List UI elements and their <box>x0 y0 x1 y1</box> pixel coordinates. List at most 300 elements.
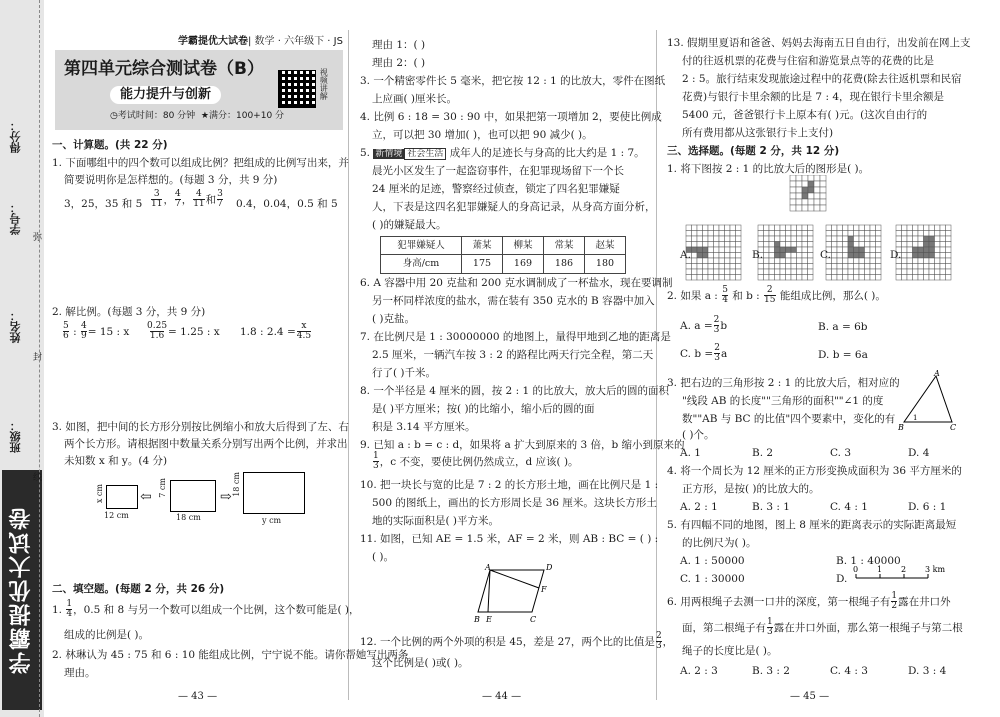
grid-cell <box>859 253 865 259</box>
grid-cell <box>719 247 725 253</box>
grid-cell <box>929 225 935 231</box>
grid-cell <box>907 258 913 264</box>
grid-cell <box>848 247 854 253</box>
grid-cell <box>832 275 838 281</box>
scale-bar <box>850 562 950 586</box>
grid-cell <box>940 231 946 237</box>
grid-cell <box>924 269 930 275</box>
frac: $\frac{4}{11}$ <box>193 189 205 210</box>
grid-cell <box>796 193 802 199</box>
grid-cell <box>697 225 703 231</box>
grid-cell <box>764 269 770 275</box>
grid-cell <box>802 247 808 253</box>
grid-cell <box>907 242 913 248</box>
grid-cell <box>703 264 709 270</box>
grid-cell <box>808 187 814 193</box>
c3-option-D: D. 4 <box>908 447 930 459</box>
label-D: D <box>546 563 553 572</box>
grid-cell <box>786 264 792 270</box>
grid-cell <box>719 264 725 270</box>
grid-cell <box>797 236 803 242</box>
table-cell: 常某 <box>544 237 585 255</box>
grid-cell <box>913 225 919 231</box>
grid-cell <box>692 231 698 237</box>
f12-line-a: 12. 一个比例的两个外项的积是 45，差是 27，两个比的比值是 $\frac{2}{3}$ ， <box>360 631 674 652</box>
grid-cell <box>796 181 802 187</box>
grid-cell <box>769 225 775 231</box>
grid-cell <box>848 264 854 270</box>
grid-cell <box>780 247 786 253</box>
frac: $\frac{2}{3}$ <box>714 343 720 364</box>
grid-cell <box>769 258 775 264</box>
grid-cell <box>736 269 742 275</box>
f2-line-b: 理由。 <box>64 667 96 679</box>
c6-line-a: 6. 用两根绳子去测一口井的深度，第一根绳子有 $\frac{1}{2}$ 露在井口外 <box>667 591 951 612</box>
grid-cell <box>797 247 803 253</box>
grid-cell <box>865 275 871 281</box>
grid-cell <box>870 231 876 237</box>
c5-option-A: A. 1 : 50000 <box>680 555 745 567</box>
grid-cell <box>859 258 865 264</box>
grid-cell <box>907 247 913 253</box>
frac: $\frac{x}{4.5}$ <box>296 321 312 342</box>
grid-cell <box>837 275 843 281</box>
c1-option-B: B. <box>752 249 764 261</box>
brand-vertical: 学霸提优大试卷 <box>2 470 42 710</box>
tri-label-1: 1 <box>913 414 918 422</box>
grid-cell <box>797 264 803 270</box>
grid-cell <box>918 236 924 242</box>
grid-cell <box>703 225 709 231</box>
grid-cell <box>870 242 876 248</box>
grid-cell <box>896 242 902 248</box>
grid-cell <box>832 269 838 275</box>
table-header-row <box>381 237 626 255</box>
grid-cell <box>918 231 924 237</box>
grid-cell <box>918 275 924 281</box>
grid-cell <box>848 253 854 259</box>
grid-cell <box>802 269 808 275</box>
grid-cell <box>790 193 796 199</box>
grid-cell <box>796 187 802 193</box>
grid-cell <box>929 264 935 270</box>
grid-cell <box>791 247 797 253</box>
grid-cell <box>802 205 808 211</box>
grid-cell <box>758 264 764 270</box>
grid-cell <box>843 264 849 270</box>
grid-cell <box>708 275 714 281</box>
grid-cell <box>902 258 908 264</box>
label-x: x cm <box>95 484 104 504</box>
grid-cell <box>802 236 808 242</box>
frac: $\frac{3}{7}$ <box>217 189 223 210</box>
table-cell: 175 <box>462 255 503 273</box>
grid-cell <box>848 242 854 248</box>
triangle-figure <box>898 368 958 430</box>
grid-cell <box>865 231 871 237</box>
grid-cell <box>802 181 808 187</box>
grid-cell <box>870 236 876 242</box>
grid-cell <box>826 231 832 237</box>
grid-cell <box>924 264 930 270</box>
f13-line-e: 5400 元，爸爸银行卡上原本有( )元。(这次自由行的 <box>682 109 928 121</box>
grid-cell <box>775 242 781 248</box>
frac: $\frac{3}{11}$ <box>151 189 163 210</box>
grid-cell <box>837 247 843 253</box>
grid-cell <box>692 225 698 231</box>
grid-cell <box>907 253 913 259</box>
grid-cell <box>797 269 803 275</box>
c3-line-b: "线段 AB 的长度""三角形的面积""∠1 的度 <box>682 395 884 407</box>
frac: $\frac{2}{3}$ <box>713 315 720 336</box>
grid-cell <box>826 275 832 281</box>
grid-cell <box>758 242 764 248</box>
grid-cell <box>796 199 802 205</box>
grid-cell <box>692 269 698 275</box>
grid-cell <box>924 242 930 248</box>
grid-cell <box>769 242 775 248</box>
grid-cell <box>946 269 952 275</box>
grid-cell <box>843 247 849 253</box>
f6-line-b: 另一杯同样浓度的盐水，需在装有 350 克水的 B 容器中加入 <box>372 295 655 307</box>
grid-cell <box>918 264 924 270</box>
option-B-grid <box>758 225 813 280</box>
grid-cell <box>697 269 703 275</box>
grid-cell <box>837 264 843 270</box>
grid-cell <box>692 258 698 264</box>
frac: $\frac{4}{7}$ <box>174 189 181 210</box>
f5-line-c: 24 厘米的足迹，警察经过侦查，锁定了四名犯罪嫌疑 <box>372 183 620 195</box>
grid-cell <box>697 275 703 281</box>
grid-cell <box>703 258 709 264</box>
c5-option-C: C. 1 : 30000 <box>680 573 745 585</box>
table-cell: 柳某 <box>503 237 544 255</box>
section-2-heading: 二、填空题。(每题 2 分，共 26 分) <box>52 583 225 595</box>
grid-cell <box>913 242 919 248</box>
grid-cell <box>775 225 781 231</box>
grid-cell <box>918 225 924 231</box>
grid-cell <box>854 258 860 264</box>
grid-cell <box>769 231 775 237</box>
option-A-grid <box>686 225 741 280</box>
grid-cell <box>708 247 714 253</box>
grid-cell <box>764 236 770 242</box>
grid-cell <box>791 253 797 259</box>
f3-line-b: 上应画( )厘米长。 <box>372 93 458 105</box>
grid-cell <box>946 253 952 259</box>
grid-cell <box>870 264 876 270</box>
label-A: A <box>485 563 491 572</box>
grid-cell <box>708 242 714 248</box>
grid-cell <box>708 269 714 275</box>
grid-cell <box>780 231 786 237</box>
grid-cell <box>913 247 919 253</box>
grid-cell <box>940 236 946 242</box>
grid-cell <box>859 231 865 237</box>
label-B: B <box>474 615 480 624</box>
q3-line-b: 两个长方形。请根据图中数量关系分别写出两个比例，并求出 <box>64 438 348 450</box>
grid-cell <box>935 236 941 242</box>
grid-cell <box>796 175 802 181</box>
grid-cell <box>859 247 865 253</box>
grid-cell <box>802 175 808 181</box>
grid-cell <box>725 242 731 248</box>
grid-cell <box>686 242 692 248</box>
grid-cell <box>764 258 770 264</box>
grid-cell <box>848 269 854 275</box>
c3-line-c: 数""AB 与 BC 的比值"四个要素中，变化的有 <box>682 413 896 425</box>
f8-line-c: 积是 3.14 平方厘米。 <box>372 421 476 433</box>
grid-cell <box>780 225 786 231</box>
grid-cell <box>775 247 781 253</box>
table-cell: 身高/cm <box>381 255 462 273</box>
grid-cell <box>764 247 770 253</box>
grid-cell <box>802 275 808 281</box>
grid-cell <box>859 242 865 248</box>
grid-cell <box>902 269 908 275</box>
grid-cell <box>876 275 882 281</box>
grid-cell <box>808 193 814 199</box>
frac: $\frac{4}{9}$ <box>80 321 87 342</box>
table-cell: 赵某 <box>585 237 626 255</box>
grid-cell <box>924 247 930 253</box>
grid-cell <box>780 253 786 259</box>
q3-line-c: 未知数 x 和 y。(4 分) <box>64 455 168 467</box>
table-cell: 180 <box>585 255 626 273</box>
grid-cell <box>940 269 946 275</box>
f13-line-b: 付的往返机票的花费与住宿和游览景点等的花费的比是 <box>682 55 934 67</box>
grid-cell <box>902 225 908 231</box>
grid-cell <box>714 225 720 231</box>
grid-cell <box>736 275 742 281</box>
grid-cell <box>924 253 930 259</box>
arrow-right-icon: ⇨ <box>220 489 232 505</box>
f8-line-b: 是( )平方厘米；按( )的比缩小，缩小后的圆的面 <box>372 403 595 415</box>
grid-cell <box>769 247 775 253</box>
grid-cell <box>719 275 725 281</box>
grid-cell <box>843 269 849 275</box>
c5-option-B: B. 1 : 40000 <box>836 555 901 567</box>
grid-cell <box>946 264 952 270</box>
c1-option-D: D. <box>890 249 902 261</box>
grid-cell <box>797 258 803 264</box>
grid-cell <box>725 231 731 237</box>
grid-cell <box>837 236 843 242</box>
grid-cell <box>854 253 860 259</box>
grid-cell <box>703 275 709 281</box>
f6-line-a: 6. A 容器中用 20 克盐和 200 克水调制成了一杯盐水，现在要调制 <box>360 277 673 289</box>
f4-line-a: 4. 比例 6 : 18 = 30 : 90 中，如果把第一项增加 2，要使比例成 <box>360 111 662 123</box>
grid-cell <box>918 242 924 248</box>
grid-cell <box>843 242 849 248</box>
grid-cell <box>929 242 935 248</box>
grid-cell <box>935 275 941 281</box>
scale-tick-label: 1 <box>877 565 883 574</box>
grid-cell <box>775 269 781 275</box>
section-1-heading: 一、计算题。(共 22 分) <box>52 139 168 151</box>
grid-cell <box>935 242 941 248</box>
grid-cell <box>854 264 860 270</box>
grid-cell <box>802 193 808 199</box>
grid-cell <box>703 231 709 237</box>
label-F: F <box>541 585 547 594</box>
grid-cell <box>725 264 731 270</box>
grid-cell <box>935 247 941 253</box>
grid-cell <box>719 242 725 248</box>
grid-cell <box>946 236 952 242</box>
grid-cell <box>769 275 775 281</box>
grid-cell <box>714 253 720 259</box>
original-grid <box>790 175 826 211</box>
c2-option-A: A. a = $\frac{2}{3}$ b <box>680 315 728 336</box>
grid-cell <box>808 264 814 270</box>
f7-line-b: 2.5 厘米，一辆汽车按 3 : 2 的路程比两天行完全程，第二天 <box>372 349 654 361</box>
grid-cell <box>725 253 731 259</box>
c3-line-d: ( )个。 <box>682 429 715 441</box>
c1-option-C: C. <box>820 249 831 261</box>
grid-cell <box>902 264 908 270</box>
grid-cell <box>924 225 930 231</box>
c4-option-B: B. 3 : 1 <box>752 501 790 513</box>
grid-cell <box>808 236 814 242</box>
grid-cell <box>790 175 796 181</box>
grid-cell <box>697 242 703 248</box>
grid-cell <box>896 275 902 281</box>
grid-cell <box>902 275 908 281</box>
grid-cell <box>929 269 935 275</box>
grid-cell <box>697 253 703 259</box>
grid-cell <box>870 269 876 275</box>
f12-line-b: 这个比例是( )或( )。 <box>372 657 469 669</box>
grid-cell <box>725 236 731 242</box>
grid-cell <box>907 236 913 242</box>
grid-cell <box>686 264 692 270</box>
grid-cell <box>843 253 849 259</box>
grid-cell <box>876 247 882 253</box>
grid-cell <box>896 269 902 275</box>
grid-cell <box>775 253 781 259</box>
grid-cell <box>780 258 786 264</box>
grid-figures <box>670 175 960 285</box>
grid-cell <box>843 236 849 242</box>
c5-line-a: 5. 有四幅不同的地图，图上 8 厘米的距离表示的实际距离最短 <box>667 519 957 531</box>
grid-cell <box>736 247 742 253</box>
grid-cell <box>692 247 698 253</box>
page-number-43: — 43 — <box>178 691 218 702</box>
grid-cell <box>913 269 919 275</box>
f13-line-f: 所有费用都从这张银行卡上支付) <box>682 127 834 139</box>
c3-line-a: 3. 把右边的三角形按 2 : 1 的比放大后，相对应的 <box>667 377 900 389</box>
grid-cell <box>820 175 826 181</box>
suspect-table <box>380 236 626 274</box>
qr-code <box>278 70 316 108</box>
grid-cell <box>786 225 792 231</box>
grid-cell <box>876 269 882 275</box>
grid-cell <box>802 225 808 231</box>
grid-cell <box>797 253 803 259</box>
tri-label-B: B <box>898 423 904 430</box>
grid-cell <box>876 242 882 248</box>
grid-cell <box>808 175 814 181</box>
grid-cell <box>686 275 692 281</box>
c4-option-C: C. 4 : 1 <box>830 501 868 513</box>
grid-cell <box>736 231 742 237</box>
grid-cell <box>780 242 786 248</box>
grid-cell <box>820 205 826 211</box>
grid-cell <box>935 269 941 275</box>
grid-cell <box>865 258 871 264</box>
grid-cell <box>913 264 919 270</box>
grid-cell <box>935 253 941 259</box>
grid-cell <box>797 275 803 281</box>
grid-cell <box>791 275 797 281</box>
grid-cell <box>808 275 814 281</box>
grid-cell <box>775 275 781 281</box>
grid-cell <box>791 225 797 231</box>
c4-option-D: D. 6 : 1 <box>908 501 947 513</box>
grid-cell <box>918 253 924 259</box>
tag-social-life: 社会生活 <box>404 148 446 160</box>
grid-cell <box>736 242 742 248</box>
grid-cell <box>896 236 902 242</box>
grid-cell <box>859 269 865 275</box>
grid-cell <box>935 258 941 264</box>
grid-cell <box>837 231 843 237</box>
grid-cell <box>913 231 919 237</box>
grid-cell <box>775 258 781 264</box>
grid-cell <box>832 258 838 264</box>
c6-line-b: 面，第二根绳子有 $\frac{1}{3}$ 露在井口外面，那么第一根绳子与第二根 <box>682 617 963 638</box>
c3-option-A: A. 1 <box>680 447 701 459</box>
grid-cell <box>946 275 952 281</box>
reason-1: 理由 1：( ) <box>372 39 426 51</box>
grid-cell <box>764 275 770 281</box>
grid-cell <box>808 231 814 237</box>
grid-cell <box>790 205 796 211</box>
grid-cell <box>708 225 714 231</box>
grid-cell <box>686 236 692 242</box>
table-cell: 犯罪嫌疑人 <box>381 237 462 255</box>
grid-cell <box>697 264 703 270</box>
grid-cell <box>730 258 736 264</box>
grid-cell <box>832 242 838 248</box>
frac: $\frac{1}{3}$ <box>767 617 773 638</box>
c4-line-b: 正方形，是按( )的比放大的。 <box>682 483 820 495</box>
f10-line-a: 10. 把一块长与宽的比是 7 : 2 的长方形土地，画在比例尺是 1 : <box>360 479 659 491</box>
grid-cell <box>854 247 860 253</box>
frac: $\frac{1}{2}$ <box>891 591 898 612</box>
grid-cell <box>826 225 832 231</box>
seal-dashed-line <box>39 0 40 717</box>
parallelogram-figure <box>470 562 560 626</box>
grid-cell <box>902 231 908 237</box>
option-C-grid <box>826 225 881 280</box>
grid-cell <box>913 275 919 281</box>
grid-cell <box>697 247 703 253</box>
grid-cell <box>725 258 731 264</box>
grid-cell <box>940 275 946 281</box>
f5-line-d: 人，下表是这四名犯罪嫌疑人的身高记录，从身高方面分析， <box>372 201 656 213</box>
grid-cell <box>918 269 924 275</box>
grid-cell <box>708 264 714 270</box>
grid-cell <box>775 236 781 242</box>
grid-cell <box>802 242 808 248</box>
grid-cell <box>764 231 770 237</box>
grid-cell <box>832 264 838 270</box>
grid-cell <box>865 264 871 270</box>
f8-line-a: 8. 一个半径是 4 厘米的圆，按 2 : 1 的比放大，放大后的圆的面积 <box>360 385 669 397</box>
grid-cell <box>913 236 919 242</box>
